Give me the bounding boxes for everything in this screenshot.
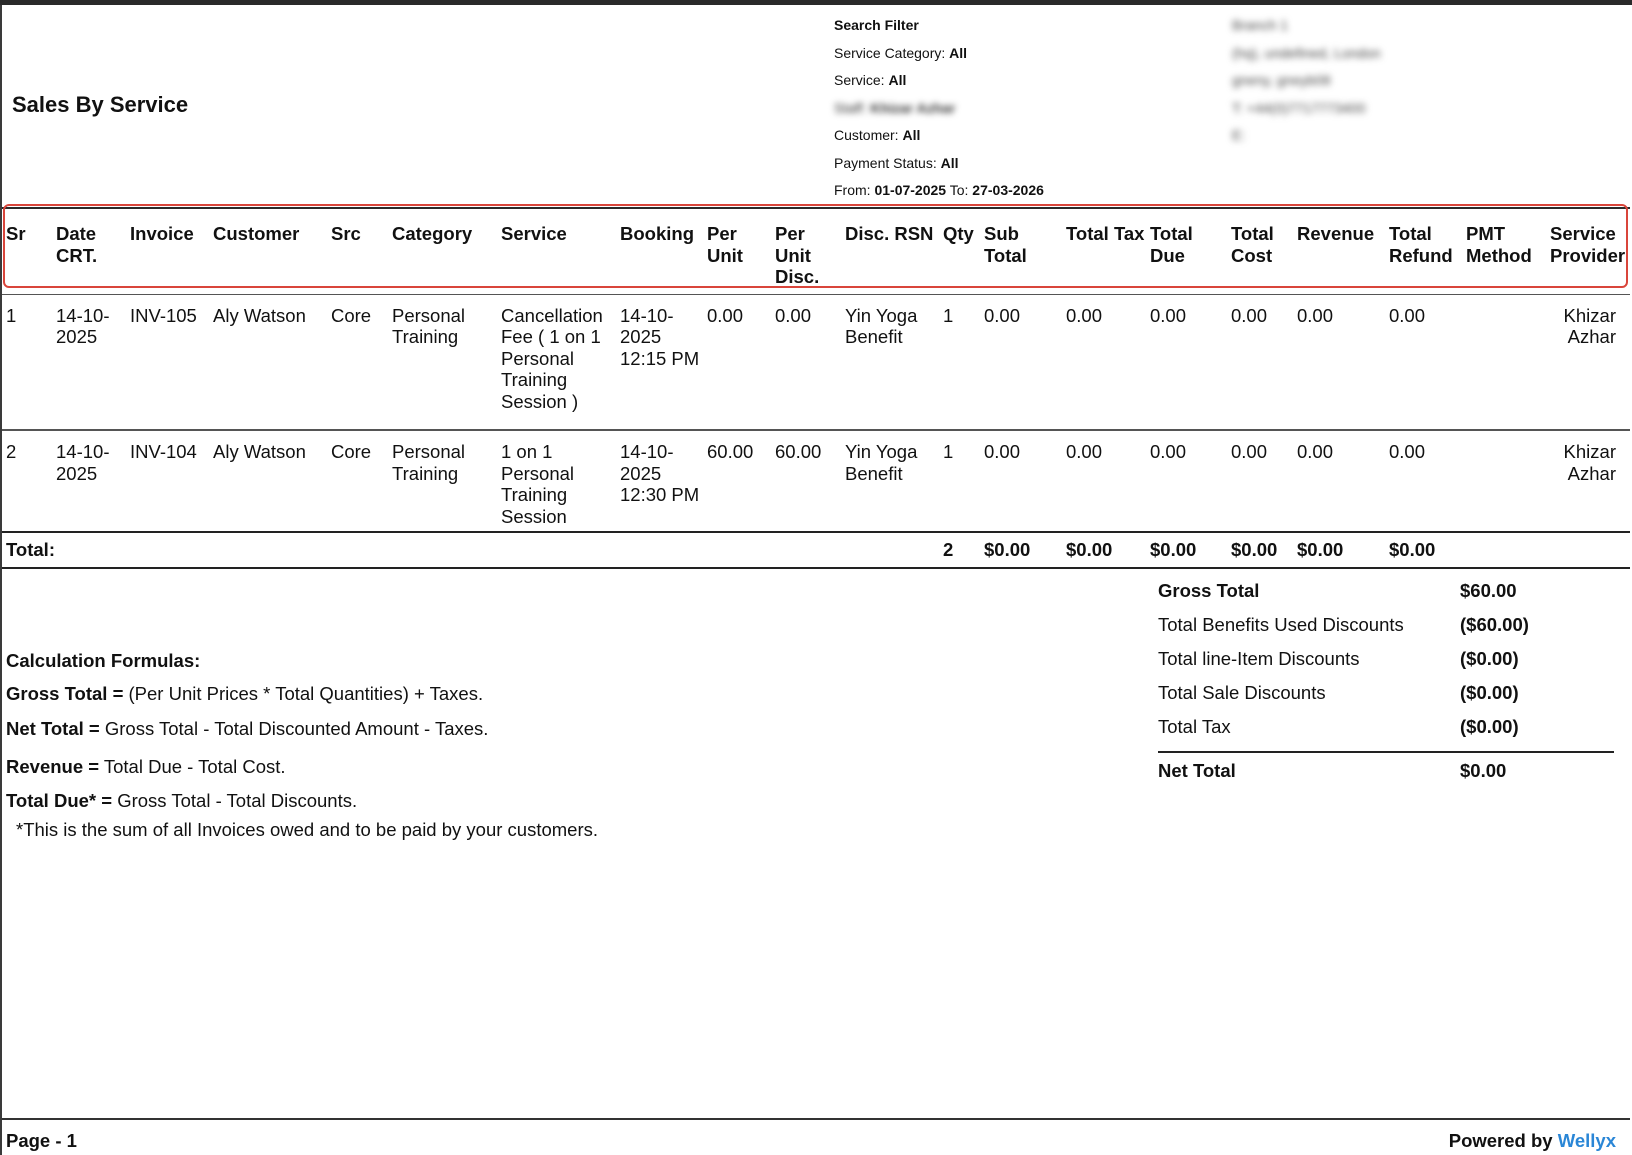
report-title: Sales By Service	[12, 92, 189, 117]
footer-divider	[2, 1118, 1630, 1120]
col-total-refund[interactable]: Total Refund	[1389, 223, 1453, 266]
formula-gross-total: Gross Total = (Per Unit Prices * Total Quantities) + Taxes.	[6, 683, 484, 704]
summary-label: Total Sale Discounts	[1158, 682, 1326, 703]
col-per-unit[interactable]: Per Unit	[707, 223, 743, 266]
cell-total-tax: 0.00	[1066, 441, 1103, 462]
col-booking[interactable]: Booking	[620, 223, 694, 244]
branch-line: gneny, gneyb08	[1232, 72, 1331, 88]
col-src[interactable]: Src	[331, 223, 361, 244]
cell-booking: 14-10-2025 12:15 PM	[620, 304, 700, 369]
summary-row	[1158, 614, 1614, 638]
sales-table	[2, 207, 1630, 569]
col-total-cost[interactable]: Total Cost	[1231, 223, 1274, 266]
cell-total-due: 0.00	[1150, 441, 1187, 462]
col-service-provider[interactable]: Service Provider	[1550, 223, 1626, 266]
cell-total-cost: 0.00	[1231, 304, 1268, 326]
summary-label: Total Benefits Used Discounts	[1158, 614, 1404, 635]
summary-label: Gross Total	[1158, 580, 1260, 601]
col-date-crt[interactable]: Date CRT.	[56, 223, 98, 266]
summary-value: ($0.00)	[1460, 648, 1519, 669]
cell-total-refund: 0.00	[1389, 441, 1426, 462]
summary-row	[1158, 580, 1614, 604]
branch-line: E:	[1232, 127, 1246, 143]
net-total-label: Net Total	[1158, 760, 1236, 781]
cell-pmt-method	[1462, 430, 1546, 532]
net-total-value: $0.00	[1460, 760, 1507, 781]
cell-customer: Aly Watson	[213, 441, 306, 462]
table-row	[2, 430, 1630, 532]
cell-revenue: 0.00	[1297, 441, 1334, 462]
branch-info	[1232, 12, 1381, 150]
table-row	[2, 294, 1630, 430]
col-customer[interactable]: Customer	[213, 223, 300, 244]
summary-row	[1158, 716, 1614, 740]
table-total-row	[2, 532, 1630, 568]
col-disc-rsn[interactable]: Disc. RSN	[845, 223, 934, 244]
total-total-refund: $0.00	[1389, 539, 1436, 560]
cell-per-unit: 60.00	[707, 441, 754, 462]
cell-service-provider: Khizar Azhar	[1563, 304, 1616, 347]
col-category[interactable]: Category	[392, 223, 473, 244]
filter-heading: Search Filter	[834, 17, 919, 33]
summary-row	[1158, 682, 1614, 706]
page-number: Page - 1	[6, 1130, 77, 1151]
formula-total-due: Total Due* = Gross Total - Total Discounts.	[6, 790, 358, 811]
filter-staff: Staff: Khizar Azhar	[834, 99, 956, 116]
cell-invoice: INV-104	[130, 441, 197, 462]
total-service-provider	[1546, 532, 1630, 568]
col-total-due[interactable]: Total Due	[1150, 223, 1193, 266]
summary-value: ($0.00)	[1460, 716, 1519, 737]
filter-payment-status: Payment Status: All	[834, 154, 959, 171]
filter-service: Service: All	[834, 72, 907, 88]
formula-revenue: Revenue = Total Due - Total Cost.	[6, 756, 286, 777]
cell-qty: 1	[943, 304, 954, 326]
branch-line: T: +44(0)7717773400	[1232, 99, 1366, 116]
summary-label: Total line-Item Discounts	[1158, 648, 1360, 669]
total-pmt-method	[1462, 532, 1546, 568]
cell-total-due: 0.00	[1150, 304, 1187, 326]
cell-revenue: 0.00	[1297, 304, 1334, 326]
summary-value: ($60.00)	[1460, 614, 1529, 635]
cell-service: 1 on 1 Personal Training Session	[501, 441, 575, 527]
col-invoice[interactable]: Invoice	[130, 223, 194, 244]
branch-line: Branch 1	[1232, 17, 1289, 33]
col-pmt-method[interactable]: PMT Method	[1466, 223, 1532, 266]
cell-invoice: INV-105	[130, 304, 197, 326]
formula-net-total: Net Total = Gross Total - Total Discounted Amount - Taxes.	[6, 718, 489, 739]
cell-disc-rsn: Yin Yoga Benefit	[845, 441, 918, 484]
cell-per-unit: 0.00	[707, 304, 744, 326]
cell-per-unit-disc: 0.00	[775, 304, 812, 326]
col-per-unit-disc[interactable]: Per Unit Disc.	[775, 223, 820, 287]
col-sr[interactable]: Sr	[6, 223, 26, 244]
summary-value: $60.00	[1460, 580, 1517, 601]
cell-category: Personal Training	[392, 304, 466, 347]
cell-date: 14-10-2025	[56, 304, 110, 347]
cell-src: Core	[331, 304, 372, 326]
cell-sub-total: 0.00	[984, 304, 1021, 326]
cell-per-unit-disc: 60.00	[775, 441, 822, 462]
cell-sr: 2	[6, 441, 17, 462]
summary-label: Total Tax	[1158, 716, 1231, 737]
total-total-tax: $0.00	[1066, 539, 1113, 560]
cell-sr: 1	[6, 304, 17, 326]
summary-value: ($0.00)	[1460, 682, 1519, 703]
formula-note: *This is the sum of all Invoices owed and to be paid by your customers.	[16, 819, 599, 840]
cell-date: 14-10-2025	[56, 441, 110, 484]
cell-src: Core	[331, 441, 372, 462]
filter-customer: Customer: All	[834, 127, 921, 143]
cell-total-refund: 0.00	[1389, 304, 1426, 326]
left-border	[0, 5, 2, 1155]
search-filter	[834, 12, 1044, 205]
cell-pmt-method	[1462, 294, 1546, 430]
cell-disc-rsn: Yin Yoga Benefit	[845, 304, 918, 347]
cell-customer: Aly Watson	[213, 304, 306, 326]
cell-sub-total: 0.00	[984, 441, 1021, 462]
total-revenue: $0.00	[1297, 539, 1344, 560]
cell-total-tax: 0.00	[1066, 304, 1103, 326]
col-service[interactable]: Service	[501, 223, 567, 244]
table-header-row	[2, 208, 1630, 294]
filter-date-range: From: 01-07-2025 To: 27-03-2026	[834, 182, 1044, 198]
summary-row	[1158, 648, 1614, 672]
cell-service-provider: Khizar Azhar	[1563, 441, 1616, 484]
cell-total-cost: 0.00	[1231, 441, 1268, 462]
total-label: Total:	[6, 539, 55, 560]
col-qty[interactable]: Qty	[943, 223, 974, 244]
formulas-heading: Calculation Formulas:	[6, 650, 201, 671]
top-border	[0, 0, 1632, 5]
col-total-tax[interactable]: Total Tax	[1066, 223, 1145, 244]
total-total-due: $0.00	[1150, 539, 1197, 560]
summary-divider	[1158, 751, 1614, 753]
col-sub-total[interactable]: Sub Total	[984, 223, 1027, 266]
total-sub-total: $0.00	[984, 539, 1031, 560]
cell-qty: 1	[943, 441, 954, 462]
summary-net-row	[1158, 760, 1614, 784]
cell-booking: 14-10-2025 12:30 PM	[620, 441, 700, 505]
total-qty: 2	[943, 539, 954, 560]
brand-link[interactable]: Wellyx	[1557, 1130, 1616, 1151]
total-total-cost: $0.00	[1231, 539, 1278, 560]
cell-category: Personal Training	[392, 441, 466, 484]
powered-by: Powered by Wellyx	[1448, 1130, 1616, 1151]
col-revenue[interactable]: Revenue	[1297, 223, 1375, 244]
branch-line: (hq), undefined, London	[1232, 44, 1381, 61]
filter-service-category: Service Category: All	[834, 44, 968, 61]
cell-service: Cancellation Fee ( 1 on 1 Personal Training Session )	[501, 304, 603, 412]
